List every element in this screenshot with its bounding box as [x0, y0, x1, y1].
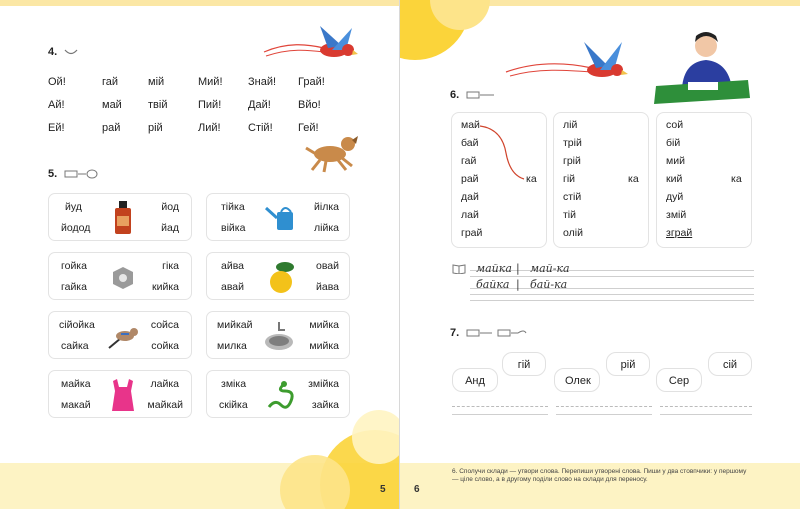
syllable: дуй [666, 191, 684, 203]
dog-icon [302, 128, 362, 174]
sink-icon [259, 318, 299, 354]
writing-line [470, 276, 754, 277]
syllable-box [656, 112, 752, 248]
syllable: бій [666, 137, 681, 149]
eye-icon [64, 48, 78, 56]
exercise-6-label: 6. [450, 89, 460, 101]
syllable: мий [666, 155, 685, 167]
card-word: йуд [65, 201, 82, 213]
syllable-box [553, 112, 649, 248]
exercise-4-label: 4. [48, 46, 58, 58]
card-word: скійка [219, 399, 248, 411]
syllable: тій [563, 209, 577, 221]
word-card [206, 252, 350, 300]
card-word: йад [161, 222, 179, 234]
ex4-word: Грай! [298, 76, 325, 88]
page-number: 6 [414, 484, 420, 495]
word-card [206, 311, 350, 359]
ex4-word: Гей! [298, 122, 319, 134]
syllable: сой [666, 119, 684, 131]
ex4-word: Пий! [198, 99, 222, 111]
top-strip [0, 0, 399, 6]
syllable: трій [563, 137, 582, 149]
card-word: йілка [314, 201, 339, 213]
syllable: змій [666, 209, 687, 221]
card-word: айва [221, 260, 245, 272]
ex4-word: твій [148, 99, 168, 111]
ex4-word: Ей! [48, 122, 65, 134]
syllable: лай [461, 209, 479, 221]
handwritten-word: майка [476, 262, 512, 275]
card-word: овай [315, 260, 339, 272]
card-word: макай [61, 399, 91, 411]
parrot-icon [504, 36, 634, 86]
card-word: лайка [150, 378, 179, 390]
word-card [206, 193, 350, 241]
card-word: зайка [311, 399, 339, 411]
syllable: кий [666, 173, 683, 185]
card-word: мийкай [217, 319, 253, 331]
ex4-word: Ай! [48, 99, 65, 111]
syllable: гій [563, 173, 576, 185]
card-word: милка [217, 340, 247, 352]
card-word: кийка [152, 281, 179, 293]
syllable: рай [461, 173, 479, 185]
suffix: ка [628, 173, 639, 185]
ex4-word: гай [102, 76, 119, 88]
syllable-bubble: сій [708, 352, 752, 376]
card-word: гойка [61, 260, 87, 272]
writing-line [470, 270, 754, 271]
jay-bird-icon [101, 318, 145, 354]
column-divider: | [516, 262, 520, 275]
syllable: дай [461, 191, 479, 203]
syllable-bubble: Сер [656, 368, 702, 392]
answer-line [452, 406, 548, 407]
syllable-box [451, 112, 547, 248]
suffix: ка [731, 173, 742, 185]
card-word: мийка [309, 319, 339, 331]
exercise-5-number [48, 168, 98, 180]
card-word: майкай [147, 399, 183, 411]
syllable: бай [461, 137, 479, 149]
suffix: ка [526, 173, 537, 185]
card-word: тійка [221, 201, 245, 213]
card-word: сійойка [59, 319, 95, 331]
card-word: сойка [151, 340, 179, 352]
card-word: гайка [61, 281, 87, 293]
ex4-word: Лий! [198, 122, 221, 134]
answer-line [660, 406, 752, 407]
syllable-bubble: рій [606, 352, 650, 376]
card-word: лійка [314, 222, 339, 234]
word-card [206, 370, 350, 418]
quince-icon [265, 259, 297, 295]
syllable: май [461, 119, 480, 131]
exercise-7-label: 7. [450, 327, 460, 339]
syllable-bubble: гій [502, 352, 546, 376]
answer-line [556, 406, 652, 407]
ex4-word: мій [148, 76, 165, 88]
word-card [48, 193, 192, 241]
answer-line [556, 414, 652, 415]
card-word: авай [221, 281, 245, 293]
ex4-word: рій [148, 122, 163, 134]
handwritten-word: май-ка [530, 262, 570, 275]
bottle-icon [107, 200, 139, 236]
snake-icon [265, 377, 297, 413]
listen-read-icon [64, 169, 98, 179]
tank-top-icon [107, 377, 139, 413]
card-word: гіка [162, 260, 179, 272]
right-page [400, 0, 800, 509]
ex4-word: Ой! [48, 76, 66, 88]
ex4-word: Знай! [248, 76, 277, 88]
ex4-word: Дай! [248, 99, 271, 111]
syllable-bubble: Олек [554, 368, 600, 392]
listen-write-icon [466, 328, 528, 338]
answer-line [452, 414, 548, 415]
column-divider: | [516, 278, 520, 291]
word-card [48, 252, 192, 300]
book-icon [452, 264, 466, 274]
ex4-word: Вйо! [298, 99, 321, 111]
exercise-5-label: 5. [48, 168, 58, 180]
page-number: 5 [380, 484, 386, 495]
syllable-bubble: Анд [452, 368, 498, 392]
syllable: стій [563, 191, 582, 203]
parrot-icon [262, 20, 366, 70]
connecting-line [478, 123, 526, 183]
syllable: грай [461, 227, 483, 239]
card-word: майка [61, 378, 91, 390]
syllable: гай [461, 155, 477, 167]
card-word: йод [161, 201, 179, 213]
handwritten-word: байка [476, 278, 510, 291]
watering-can-icon [259, 200, 303, 236]
syllable: зграй [666, 227, 693, 239]
ex4-word: Мий! [198, 76, 223, 88]
card-word: мийка [309, 340, 339, 352]
card-word: змійка [308, 378, 339, 390]
syllable: грій [563, 155, 581, 167]
nut-icon [107, 259, 139, 295]
footnote: 6. Сполучи склади — утвори слова. Перепиши утворені слова. Пиши у два стовпчики: у першому — ціле слово, а в другому поділи слово на склади для переносу. [452, 468, 747, 483]
syllable: лій [563, 119, 578, 131]
connect-write-icon [466, 90, 496, 100]
word-card [48, 311, 192, 359]
answer-line [660, 414, 752, 415]
writing-line [470, 300, 754, 301]
card-word: сойса [150, 319, 179, 331]
card-word: йава [315, 281, 339, 293]
word-card [48, 370, 192, 418]
exercise-7-number [450, 327, 528, 339]
syllable: олій [563, 227, 583, 239]
card-word: зміка [221, 378, 247, 390]
card-word: війка [221, 222, 246, 234]
exercise-6-number [450, 89, 496, 101]
card-word: йодод [61, 222, 91, 234]
boy-writing-icon [652, 28, 752, 108]
card-word: сайка [61, 340, 89, 352]
decor-circle [352, 410, 400, 464]
ex4-word: Стій! [248, 122, 273, 134]
exercise-4-number [48, 46, 78, 58]
ex4-word: май [102, 99, 122, 111]
handwritten-word: бай-ка [530, 278, 568, 291]
writing-line [470, 294, 754, 295]
ex4-word: рай [102, 122, 121, 134]
writing-line [470, 288, 754, 289]
